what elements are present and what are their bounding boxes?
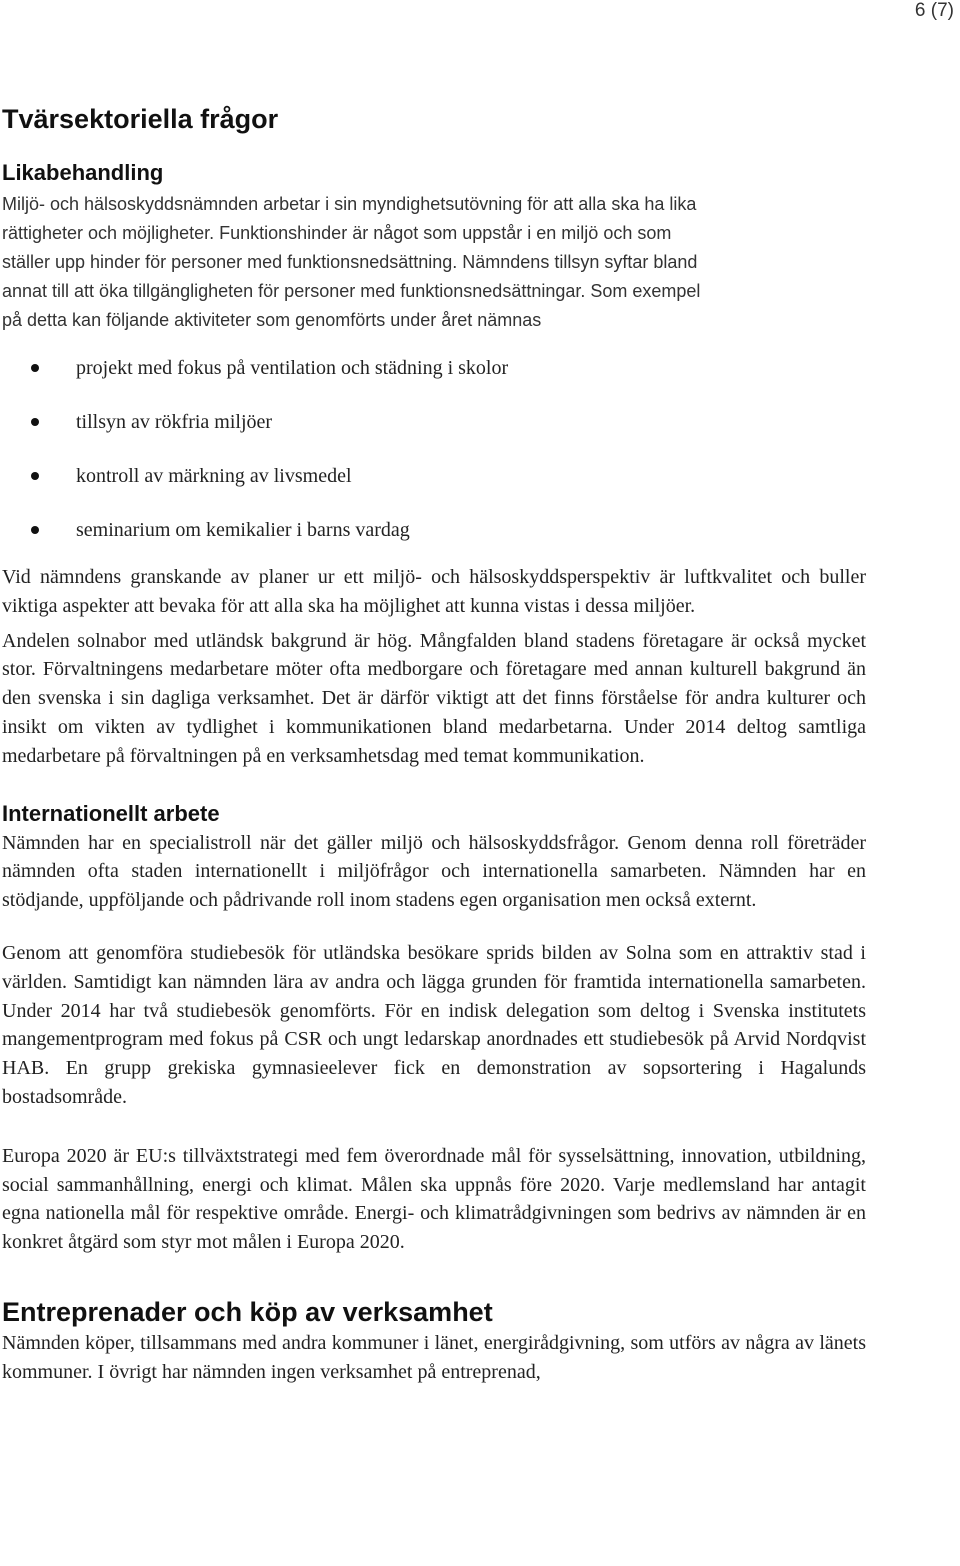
page-number: 6 (7) <box>914 0 954 21</box>
main-title: Tvärsektoriella frågor <box>2 104 279 134</box>
paragraph-international-1: Nämnden har en specialistroll när det gäller miljö och hälsoskyddsfrågor. Genom denna roll företräder nämnden ofta staden internationellt i miljöfrågor och internationella samarbeten. Nämnden har en stödjande, uppföljande och pådrivande roll inom stadens egen organisation men också externt. <box>2 831 866 912</box>
bullet-icon <box>31 526 39 534</box>
paragraph-entreprenader: Nämnden köper, tillsammans med andra kommuner i länet, energirådgivning, som utförs av några av länets kommuner. I övrigt har nämnden ingen verksamhet på entreprenad, <box>2 1331 866 1383</box>
intro-line: rättigheter och möjligheter. Funktionshinder är något som uppstår i en miljö och som <box>2 223 672 243</box>
bullet-icon <box>31 472 39 480</box>
heading-internationellt: Internationellt arbete <box>2 800 220 826</box>
paragraph-background: Andelen solnabor med utländsk bakgrund är hög. Mångfalden bland stadens företagare är också mycket stor. Förvaltningens medarbetare möter ofta medborgare och företagare med annan kulturell bakgrund än den svenska i sin dagliga verksamhet. Det är därför viktigt att det finns förståelse för andra kulturer och insikt om vikten av tydlighet i kommunikationen bland medarbetarna. Under 2014 deltog samtliga medarbetare på förvaltningen på en verksamhetsdag med temat kommunikation. <box>2 629 866 767</box>
intro-line: på detta kan följande aktiviteter som genomförts under året nämnas <box>2 310 542 330</box>
list-item-text: seminarium om kemikalier i barns vardag <box>76 519 410 541</box>
list-item-text: kontroll av märkning av livsmedel <box>76 465 352 487</box>
intro-line: ställer upp hinder för personer med funktionsnedsättning. Nämndens tillsyn syftar bland <box>2 252 698 272</box>
list-item-text: projekt med fokus på ventilation och städning i skolor <box>76 357 509 379</box>
likabehandling-intro <box>2 190 866 335</box>
intro-line: Miljö- och hälsoskyddsnämnden arbetar i sin myndighetsutövning för att alla ska ha lika <box>2 194 697 214</box>
list-item <box>2 395 866 449</box>
list-item-text: tillsyn av rökfria miljöer <box>76 411 273 433</box>
list-item <box>2 449 866 503</box>
heading-likabehandling: Likabehandling <box>2 160 164 185</box>
list-item <box>2 341 866 395</box>
list-item <box>2 503 866 557</box>
document-body <box>2 96 866 1387</box>
intro-line: annat till att öka tillgängligheten för personer med funktionsnedsättningar. Som exempel <box>2 281 701 301</box>
paragraph-planning: Vid nämndens granskande av planer ur ett miljö- och hälsoskyddsperspektiv är luftkvalitet och buller viktiga aspekter att bevaka för att alla ska ha möjlighet att kunna vistas i dessa miljöer. <box>2 566 866 617</box>
bullet-icon <box>31 364 39 372</box>
heading-entreprenader: Entreprenader och köp av verksamhet <box>2 1296 493 1327</box>
bullet-icon <box>31 418 39 426</box>
paragraph-europa-2020: Europa 2020 är EU:s tillväxtstrategi med fem överordnade mål för sysselsättning, innovation, utbildning, social sammanhållning, energi och klimat. Målen ska uppnås före 2020. Varje medlemsland har antagit egna nationella mål för respektive område. Energi- och klimatrådgivningen som bedrivs av nämnden är en konkret åtgärd som styr mot målen i Europa 2020. <box>2 1144 866 1254</box>
activity-list <box>2 341 866 557</box>
paragraph-international-2: Genom att genomföra studiebesök för utländska besökare sprids bilden av Solna som en attraktiv stad i världen. Samtidigt kan nämnden lära av andra och lägga grunden för framtida internationella samarbeten. Under 2014 har två studiebesök genomförts. För en indisk delegation som deltog i Svenska institutets mangementprogram med fokus på CSR och ungt ledarskap anordnades ett studiebesök på Arvid Nordqvist HAB. En grupp grekiska gymnasieelever fick en demonstration av sopsortering i Hagalunds bostadsområde. <box>2 941 866 1108</box>
